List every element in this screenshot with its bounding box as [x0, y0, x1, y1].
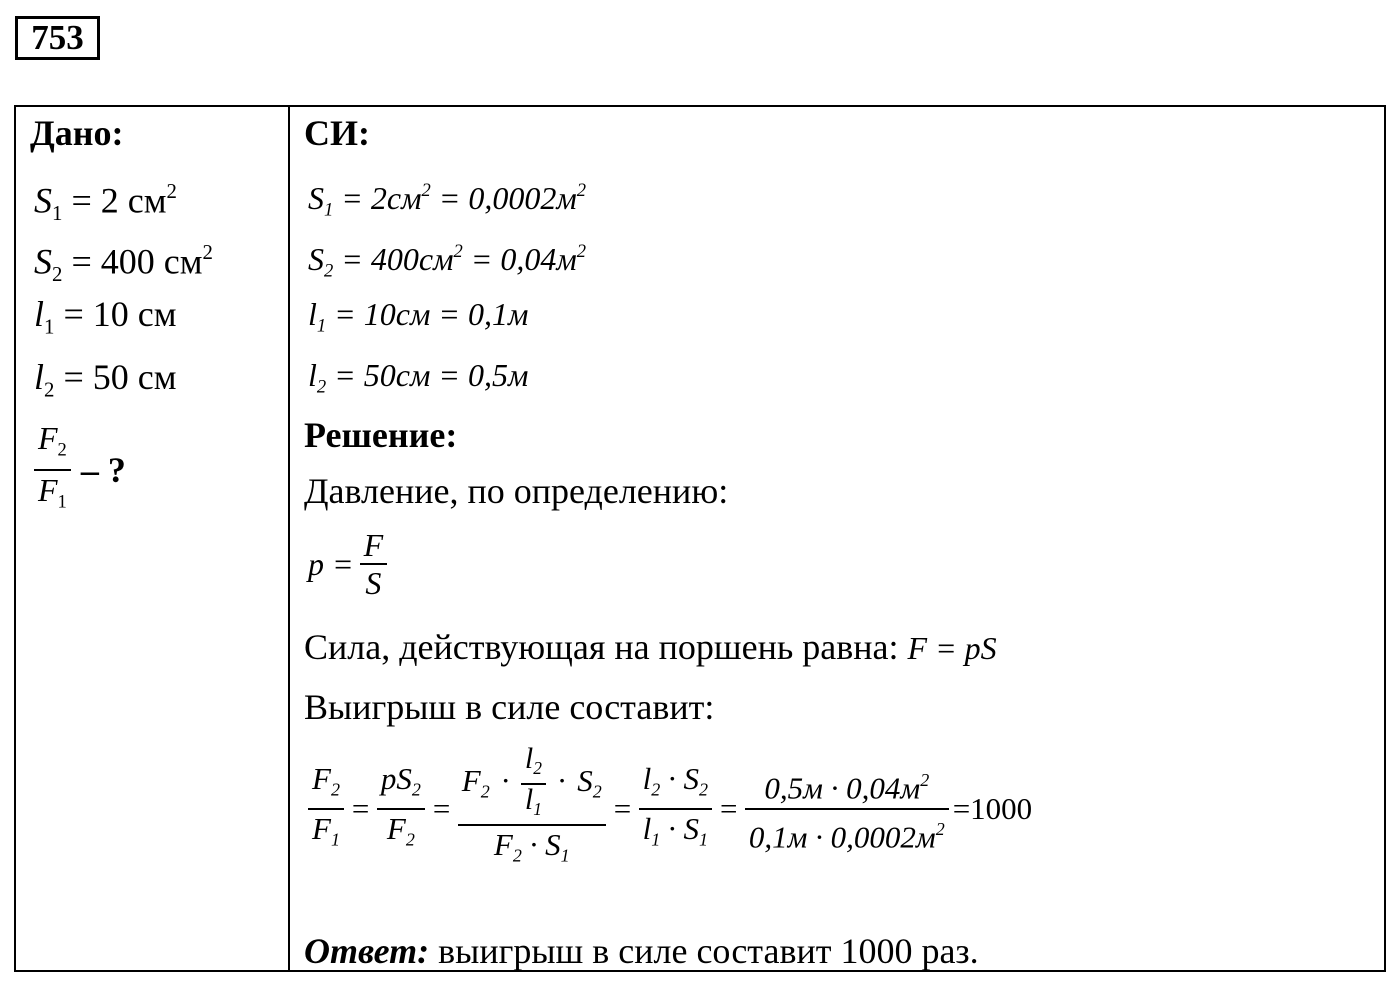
column-divider — [288, 107, 290, 970]
si-s2: $S_2 = 400см^2 = 0,04м^2$ — [308, 240, 587, 282]
solution-line-definition: Давление, по определению: — [304, 471, 729, 511]
answer-line — [304, 931, 979, 971]
given-s1: $S_1 = 2$ $см^2$ — [34, 179, 177, 225]
si-l2: $l_2 = 50см = 0,5м$ — [308, 357, 529, 398]
solution-heading: Решение: — [304, 415, 458, 455]
force-formula: F = pS — [907, 630, 997, 666]
given-l1: $l_1 = 10$ см — [34, 294, 177, 339]
pressure-formula: p = $\frac{F}{S}$ — [308, 527, 387, 601]
given-heading: Дано: — [30, 113, 124, 153]
solution-line-gain: Выигрыш в силе составит: — [304, 687, 715, 727]
problem-number: 753 — [15, 16, 100, 60]
given-find: $\frac{F_2}{F_1}$ – ? — [34, 419, 126, 522]
answer-text: выигрыш в силе составит 1000 раз. — [438, 931, 979, 971]
si-heading: СИ: — [304, 113, 370, 153]
solution-line-force: Сила, действующая на поршень равна: F = pS — [304, 627, 997, 667]
si-l1: $l_1 = 10см = 0,1м$ — [308, 296, 529, 337]
given-l2: $l_2 = 50$ см — [34, 357, 177, 402]
si-s1: $S_1 = 2см^2 = 0,0002м^2$ — [308, 179, 587, 221]
gain-formula: $\frac{F_2}{F_1}$ = $\frac{pS_2}{F_2}$ = $F_2$ · $\frac{l_2}{l_1}$ · $S_2$ $F_2 \cdot S_1$ = $\frac{l_2 \cdot S_2}{l_1 \cdot S_1}$ = $\frac{0,5м \cdot 0,04м^2}{0,1м \cdot 0,0002м^2}$ =1000 — [308, 735, 1032, 883]
answer-label: Ответ: — [304, 931, 430, 971]
solution-table — [14, 105, 1386, 972]
given-s2: $S_2 = 400$ $см^2$ — [34, 240, 213, 286]
